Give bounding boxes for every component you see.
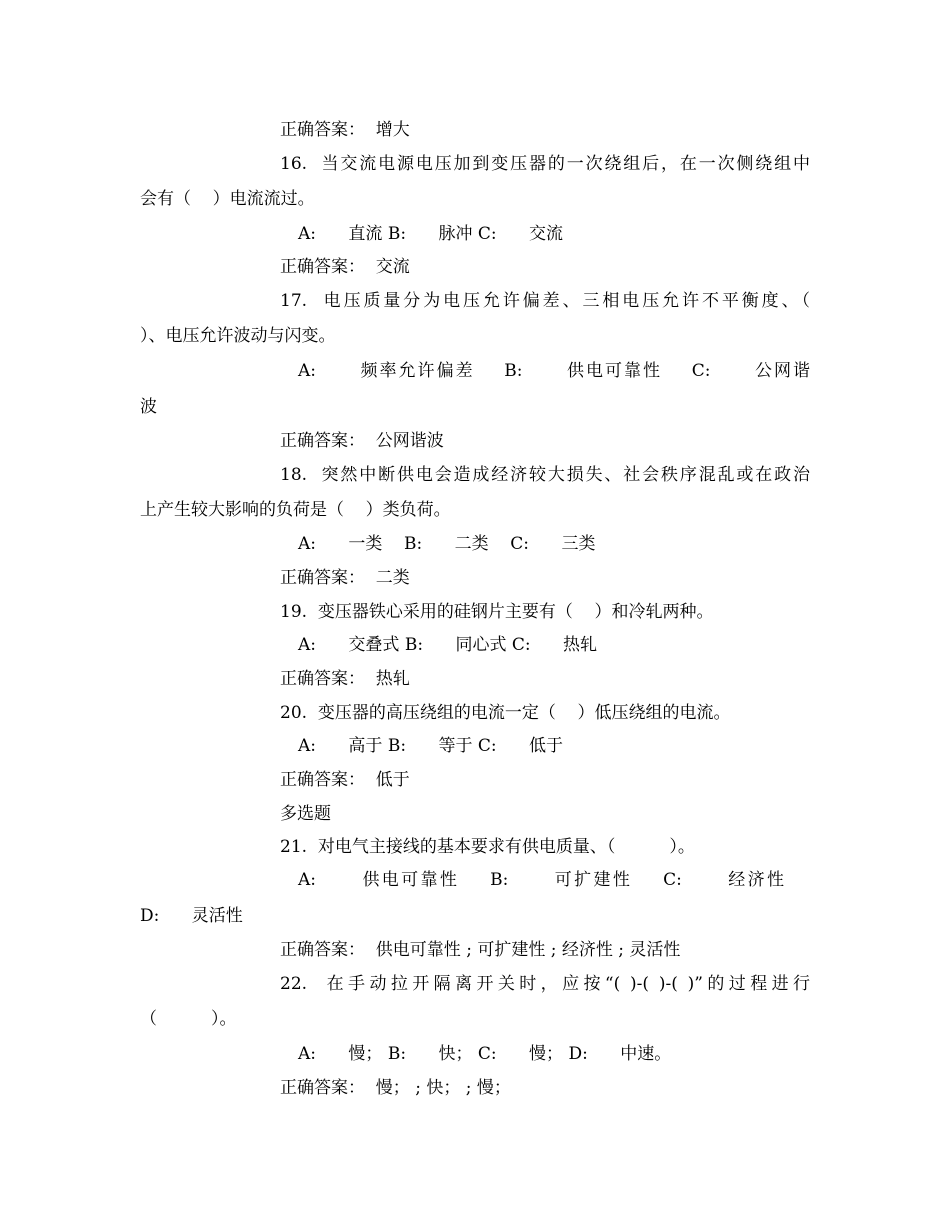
question-16: 16. 当交流电源电压加到变压器的一次绕组后，在一次侧绕组中 (280, 154, 810, 174)
question-19: 19. 变压器铁心采用的硅钢片主要有（ ）和冷轧两种。 (280, 602, 714, 622)
answer-22: 正确答案： 慢； ; 快； ; 慢； (280, 1078, 511, 1098)
answer-19: 正确答案： 热轧 (280, 669, 410, 689)
question-17-cont: ）、电压允许波动与闪变。 (140, 326, 336, 346)
answer-15: 正确答案： 增大 (280, 120, 410, 140)
question-22-cont: （ ）。 (140, 1009, 237, 1029)
options-16: A: 直流 B: 脉冲 C: 交流 (298, 224, 564, 244)
answer-16: 正确答案： 交流 (280, 257, 410, 277)
question-18-cont: 上产生较大影响的负荷是（ ）类负荷。 (140, 500, 451, 520)
section-heading: 多选题 (280, 804, 331, 824)
options-19: A: 交叠式 B: 同心式 C: 热轧 (298, 635, 598, 655)
answer-17: 正确答案： 公网谐波 (280, 431, 444, 451)
answer-20: 正确答案： 低于 (280, 770, 410, 790)
options-22: A: 慢； B: 快； C: 慢； D: 中速。 (298, 1044, 672, 1064)
answer-21: 正确答案： 供电可靠性 ; 可扩建性 ; 经济性 ; 灵活性 (280, 940, 681, 960)
question-18: 18. 突然中断供电会造成经济较大损失、社会秩序混乱或在政治 (280, 465, 810, 485)
question-17: 17. 电压质量分为电压允许偏差、三相电压允许不平衡度、（ (280, 291, 810, 311)
question-20: 20. 变压器的高压绕组的电流一定（ ）低压绕组的电流。 (280, 703, 731, 723)
options-21: A: 供电可靠性 B: 可扩建性 C: 经济性 (298, 870, 784, 890)
question-16-cont: 会有（ ）电流流过。 (140, 189, 315, 209)
options-21-cont: D: 灵活性 (140, 906, 243, 926)
answer-18: 正确答案： 二类 (280, 568, 410, 588)
options-17-cont: 波 (140, 397, 157, 417)
options-18: A: 一类 B: 二类 C: 三类 (298, 534, 596, 554)
options-17: A: 频率允许偏差 B: 供电可靠性 C: 公网谐 (298, 361, 810, 381)
question-21: 21. 对电气主接线的基本要求有供电质量、（ ）。 (280, 837, 695, 857)
options-20: A: 高于 B: 等于 C: 低于 (298, 736, 564, 756)
question-22: 22. 在手动拉开隔离开关时，应按“( )-( )-( )”的过程进行 (280, 974, 810, 994)
